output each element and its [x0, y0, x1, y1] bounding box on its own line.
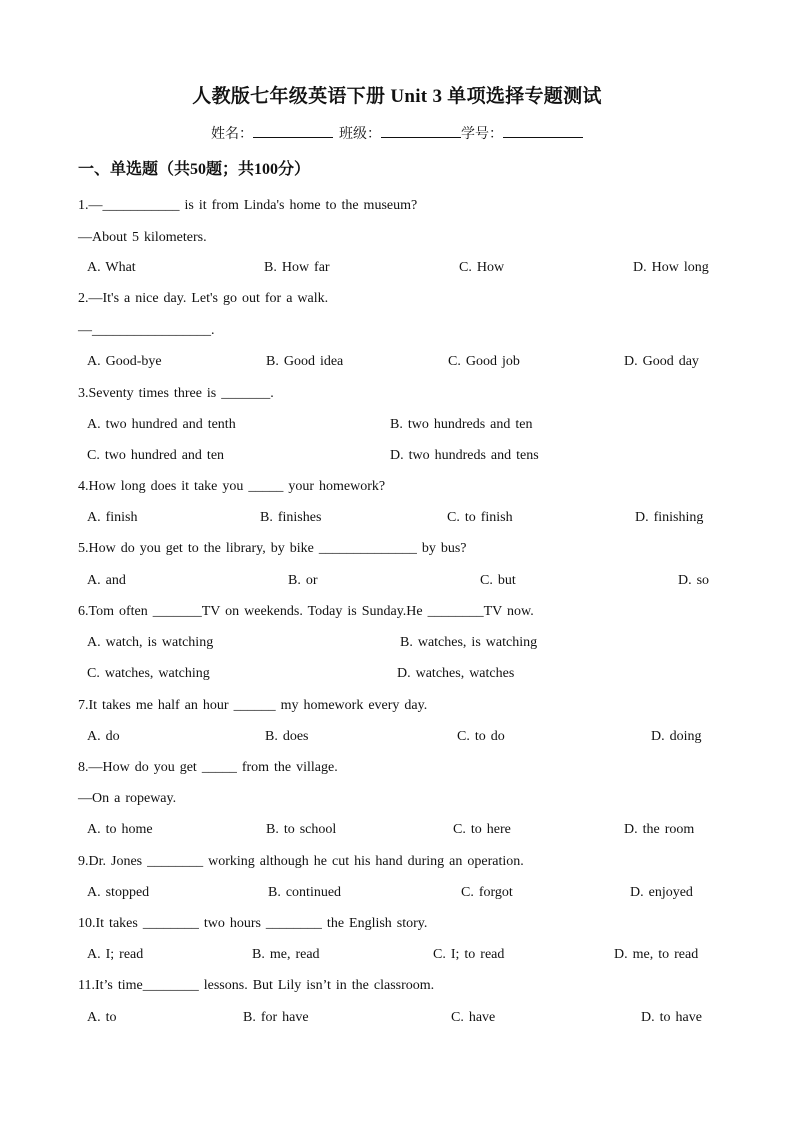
option-10a: A. I; read — [87, 947, 144, 962]
student-id-blank — [503, 123, 583, 138]
question-2-answer-line: —_________________. — [78, 323, 215, 338]
option-5a: A. and — [87, 573, 126, 588]
question-1-text: 1.—___________ is it from Linda's home to the museum? — [78, 198, 418, 213]
name-label: 姓名： — [211, 127, 253, 142]
option-11d: D. to have — [641, 1010, 702, 1025]
option-8a: A. to home — [87, 822, 153, 837]
option-7a: A. do — [87, 729, 120, 744]
option-4a: A. finish — [87, 510, 138, 525]
option-1d: D. How long — [633, 260, 709, 275]
option-9d: D. enjoyed — [630, 885, 693, 900]
question-10-text: 10.It takes ________ two hours ________ the English story. — [78, 916, 428, 931]
option-7c: C. to do — [457, 729, 505, 744]
option-9a: A. stopped — [87, 885, 150, 900]
option-2c: C. Good job — [448, 354, 520, 369]
option-9c: C. forgot — [461, 885, 513, 900]
option-1b: B. How far — [264, 260, 330, 275]
question-7-text: 7.It takes me half an hour ______ my homework every day. — [78, 698, 428, 713]
question-3-text: 3.Seventy times three is _______. — [78, 386, 274, 401]
question-8-text: 8.—How do you get _____ from the village. — [78, 760, 338, 775]
name-blank — [253, 123, 333, 138]
class-blank — [381, 123, 461, 138]
option-5c: C. but — [480, 573, 516, 588]
option-6a: A. watch, is watching — [87, 635, 214, 650]
option-4c: C. to finish — [447, 510, 513, 525]
page-title: 人教版七年级英语下册 Unit 3 单项选择专题测试 — [192, 86, 602, 107]
question-6-text: 6.Tom often _______TV on weekends. Today is Sunday.He ________TV now. — [78, 604, 534, 619]
question-2-text: 2.—It's a nice day. Let's go out for a walk. — [78, 291, 329, 306]
option-3a: A. two hundred and tenth — [87, 417, 236, 432]
option-7b: B. does — [265, 729, 309, 744]
question-5-text: 5.How do you get to the library, by bike ______________ by bus? — [78, 541, 467, 556]
option-9b: B. continued — [268, 885, 342, 900]
question-1-answer-line: —About 5 kilometers. — [78, 230, 207, 245]
option-3b: B. two hundreds and ten — [390, 417, 533, 432]
question-11-text: 11.It’s time________ lessons. But Lily isn’t in the classroom. — [78, 978, 435, 993]
student-id-label: 学号： — [461, 127, 503, 142]
option-2b: B. Good idea — [266, 354, 344, 369]
option-2a: A. Good-bye — [87, 354, 162, 369]
option-6d: D. watches, watches — [397, 666, 515, 681]
option-1c: C. How — [459, 260, 505, 275]
option-4d: D. finishing — [635, 510, 704, 525]
option-11a: A. to — [87, 1010, 117, 1025]
question-4-text: 4.How long does it take you _____ your homework? — [78, 479, 386, 494]
option-10d: D. me, to read — [614, 947, 699, 962]
option-10c: C. I; to read — [433, 947, 505, 962]
option-11b: B. for have — [243, 1010, 309, 1025]
option-7d: D. doing — [651, 729, 702, 744]
option-3c: C. two hundred and ten — [87, 448, 225, 463]
option-4b: B. finishes — [260, 510, 322, 525]
option-8c: C. to here — [453, 822, 511, 837]
option-3d: D. two hundreds and tens — [390, 448, 539, 463]
option-8d: D. the room — [624, 822, 695, 837]
option-8b: B. to school — [266, 822, 337, 837]
option-10b: B. me, read — [252, 947, 320, 962]
option-5b: B. or — [288, 573, 318, 588]
student-info — [0, 123, 794, 145]
option-2d: D. Good day — [624, 354, 699, 369]
option-11c: C. have — [451, 1010, 496, 1025]
option-5d: D. so — [678, 573, 710, 588]
section-heading: 一、单选题（共50题；共100分） — [78, 161, 311, 178]
option-6c: C. watches, watching — [87, 666, 210, 681]
option-1a: A. What — [87, 260, 136, 275]
class-label: 班级： — [339, 127, 381, 142]
option-6b: B. watches, is watching — [400, 635, 538, 650]
question-9-text: 9.Dr. Jones ________ working although he cut his hand during an operation. — [78, 854, 524, 869]
question-8-answer-line: —On a ropeway. — [78, 791, 177, 806]
